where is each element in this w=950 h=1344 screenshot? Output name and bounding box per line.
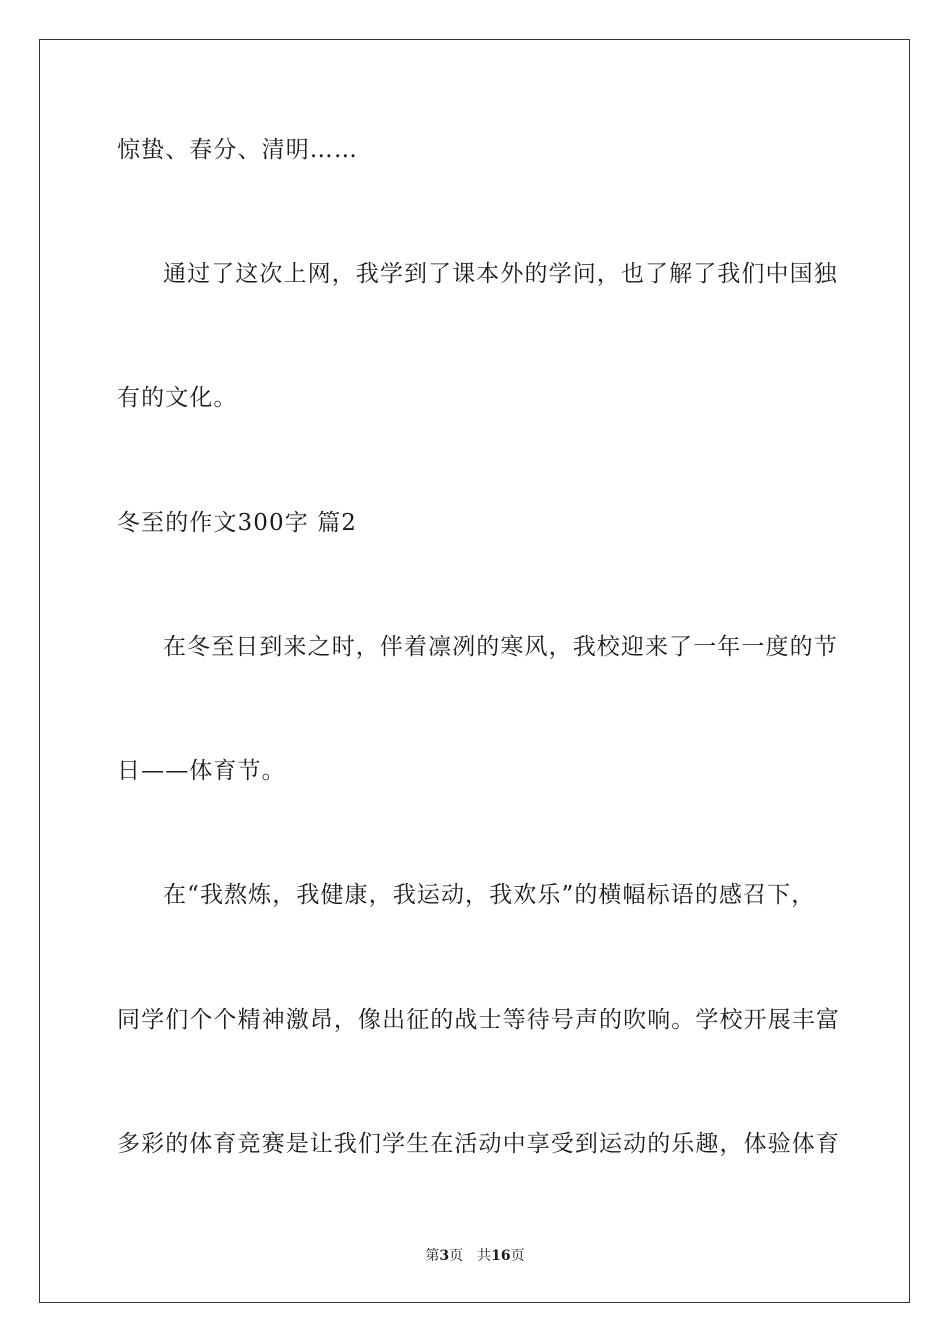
body-text-line: 通过了这次上网，我学到了课本外的学问，也了解了我们中国独	[163, 261, 838, 287]
footer-mid: 页 共	[449, 1248, 492, 1264]
footer-total-pages: 16	[491, 1248, 511, 1264]
page-border	[39, 39, 910, 1303]
body-text-line: 在冬至日到来之时，伴着凛冽的寒风，我校迎来了一年一度的节	[163, 634, 838, 660]
body-text-line: 多彩的体育竞赛是让我们学生在活动中享受到运动的乐趣，体验体育	[117, 1131, 840, 1157]
body-text-line: 有的文化。	[117, 385, 238, 411]
body-text-line: 惊蛰、春分、清明……	[117, 137, 358, 163]
body-text-line: 同学们个个精神激昂，像出征的战士等待号声的吹响。学校开展丰富	[117, 1007, 840, 1033]
page-footer	[0, 1246, 950, 1266]
body-text-line: 在“我熬炼，我健康，我运动，我欢乐”的横幅标语的感召下，	[163, 882, 816, 908]
body-text-line: 日——体育节。	[117, 758, 286, 784]
section-heading: 冬至的作文300字 篇2	[117, 510, 358, 536]
footer-prefix: 第	[425, 1248, 440, 1264]
footer-suffix: 页	[510, 1248, 525, 1264]
footer-page-number: 3	[439, 1248, 450, 1264]
